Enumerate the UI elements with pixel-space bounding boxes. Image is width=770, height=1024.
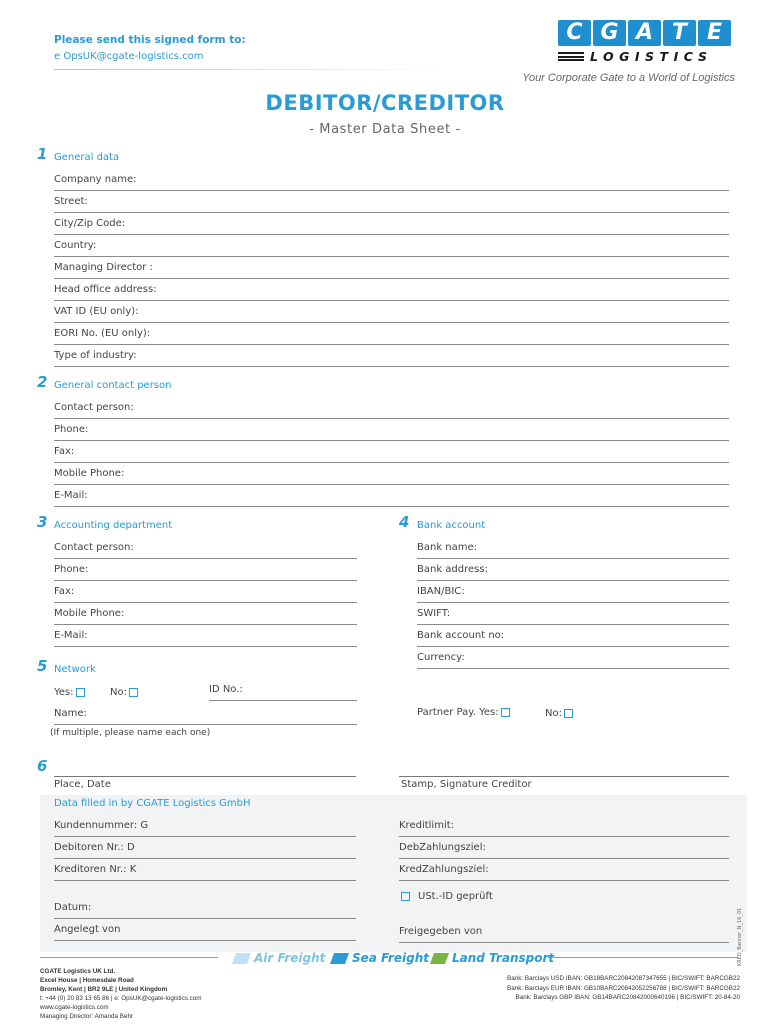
network-note: (If multiple, please name each one) xyxy=(50,728,211,738)
place-date-label: Place, Date xyxy=(54,779,111,790)
freigegeben-field[interactable]: Freigegeben von xyxy=(399,925,729,943)
network-no-checkbox[interactable] xyxy=(129,688,138,697)
footer-company-name: CGATE Logistics UK Ltd. xyxy=(40,968,116,975)
general-field[interactable]: Managing Director : xyxy=(54,261,729,279)
stamp-label: Stamp, Signature Creditor xyxy=(401,779,532,790)
general-field[interactable]: VAT ID (EU only): xyxy=(54,305,729,323)
send-instruction: Please send this signed form to: xyxy=(54,34,246,46)
version-code: KRED_Banner_N_16_01 xyxy=(737,907,743,966)
internal-right-field[interactable]: Kreditlimit: xyxy=(399,819,729,837)
sea-freight-icon xyxy=(330,953,349,964)
land-transport-icon xyxy=(430,953,449,964)
network-name-field[interactable]: Name: xyxy=(54,707,357,725)
logo-letter: T xyxy=(663,20,696,46)
general-field[interactable]: Company name: xyxy=(54,173,729,191)
footer-address-2: Bromley, Kent | BR2 9LE | United Kingdom xyxy=(40,986,168,993)
footer-bank xyxy=(507,974,740,1003)
air-freight-icon xyxy=(232,953,251,964)
tagline: Your Corporate Gate to a World of Logistics xyxy=(522,72,735,84)
partner-pay-yes[interactable]: Partner Pay. Yes: xyxy=(417,707,510,718)
general-field[interactable]: City/Zip Code: xyxy=(54,217,729,235)
partner-pay-yes-checkbox[interactable] xyxy=(501,708,510,717)
bank-field[interactable]: Currency: xyxy=(417,651,729,669)
bank-field[interactable]: Bank account no: xyxy=(417,629,729,647)
section-5-title: Network xyxy=(54,664,96,675)
section-4-title: Bank account xyxy=(417,520,486,531)
section-1-number: 1 xyxy=(37,145,48,163)
logo-letter: G xyxy=(593,20,626,46)
send-email: e OpsUK@cgate-logistics.com xyxy=(54,51,204,62)
internal-title: Data filled in by CGATE Logistics GmbH xyxy=(54,798,251,809)
ust-checked[interactable]: USt.-ID geprüft xyxy=(401,891,493,902)
partner-pay-no[interactable]: No: xyxy=(545,708,573,719)
general-field[interactable]: Type of industry: xyxy=(54,349,729,367)
section-3-number: 3 xyxy=(37,513,48,531)
general-field[interactable]: Street: xyxy=(54,195,729,213)
air-freight: Air Freight xyxy=(234,951,325,965)
network-yes-checkbox[interactable] xyxy=(76,688,85,697)
logo-dash-icon xyxy=(558,52,584,61)
accounting-field[interactable]: Phone: xyxy=(54,563,357,581)
footer-website: www.cgate-logistics.com xyxy=(40,1004,109,1011)
general-field[interactable]: Country: xyxy=(54,239,729,257)
contact-field[interactable]: Contact person: xyxy=(54,401,729,419)
logo-letters xyxy=(558,20,736,46)
section-6-number: 6 xyxy=(37,757,48,775)
logo-word: LOGISTICS xyxy=(590,49,713,64)
place-date-line[interactable] xyxy=(54,776,356,777)
stamp-line[interactable] xyxy=(399,776,729,777)
page-title: DEBITOR/CREDITOR xyxy=(265,91,505,115)
internal-left-field[interactable]: Kreditoren Nr.: K xyxy=(54,863,356,881)
accounting-field[interactable]: Contact person: xyxy=(54,541,357,559)
accounting-field[interactable]: E-Mail: xyxy=(54,629,357,647)
section-2-number: 2 xyxy=(37,373,48,391)
footer-contact: t: +44 (0) 20 83 13 65 86 | e: OpsUK@cgate-logistics.com xyxy=(40,995,202,1002)
internal-right-field[interactable]: DebZahlungsziel: xyxy=(399,841,729,859)
cgate-logo xyxy=(558,20,736,68)
partner-pay-no-checkbox[interactable] xyxy=(564,709,573,718)
logo-letter: A xyxy=(628,20,661,46)
page-subtitle: - Master Data Sheet - xyxy=(309,122,461,137)
internal-left-field[interactable]: Kundennummer: G xyxy=(54,819,356,837)
section-1-title: General data xyxy=(54,152,120,163)
general-field[interactable]: Head office address: xyxy=(54,283,729,301)
footer-rule-left xyxy=(40,957,218,958)
bank-field[interactable]: IBAN/BIC: xyxy=(417,585,729,603)
section-3-title: Accounting department xyxy=(54,520,173,531)
accounting-field[interactable]: Fax: xyxy=(54,585,357,603)
land-transport: Land Transport xyxy=(432,951,554,965)
accounting-field[interactable]: Mobile Phone: xyxy=(54,607,357,625)
header-divider xyxy=(54,69,454,70)
bank-field[interactable]: Bank address: xyxy=(417,563,729,581)
section-5-number: 5 xyxy=(37,657,48,675)
footer-bank-gbp: Bank: Barclays GBP IBAN: GB14BARC20842000640196 | BIC/SWIFT: 20-84-20 xyxy=(515,994,740,1001)
datum-field[interactable]: Datum: xyxy=(54,901,356,919)
logo-letter: E xyxy=(698,20,731,46)
network-yes[interactable]: Yes: xyxy=(54,687,85,698)
section-4-number: 4 xyxy=(399,513,410,531)
network-no[interactable]: No: xyxy=(110,687,138,698)
footer-rule-right xyxy=(548,957,738,958)
contact-field[interactable]: E-Mail: xyxy=(54,489,729,507)
internal-left-field[interactable]: Debitoren Nr.: D xyxy=(54,841,356,859)
footer-director: Managing Director: Amanda Behr xyxy=(40,1013,134,1020)
sea-freight: Sea Freight xyxy=(332,951,429,965)
footer-company xyxy=(40,967,202,1021)
angelegt-field[interactable]: Angelegt von xyxy=(54,923,356,941)
logo-letter: C xyxy=(558,20,591,46)
network-id-field[interactable]: ID No.: xyxy=(209,683,357,701)
section-2-title: General contact person xyxy=(54,380,172,391)
footer-bank-eur: Bank: Barclays EUR IBAN: GB10BARC20842052256788 | BIC/SWIFT: BARCGB22 xyxy=(507,984,740,992)
bank-field[interactable]: SWIFT: xyxy=(417,607,729,625)
internal-right-field[interactable]: KredZahlungsziel: xyxy=(399,863,729,881)
contact-field[interactable]: Phone: xyxy=(54,423,729,441)
footer-address-1: Excel House | Homesdale Road xyxy=(40,977,134,984)
contact-field[interactable]: Mobile Phone: xyxy=(54,467,729,485)
contact-field[interactable]: Fax: xyxy=(54,445,729,463)
bank-field[interactable]: Bank name: xyxy=(417,541,729,559)
general-field[interactable]: EORI No. (EU only): xyxy=(54,327,729,345)
ust-checkbox[interactable] xyxy=(401,892,410,901)
footer-bank-usd: Bank: Barclays USD IBAN: GB18BARC20842087347655 | BIC/SWIFT: BARCGB22 xyxy=(507,975,740,982)
